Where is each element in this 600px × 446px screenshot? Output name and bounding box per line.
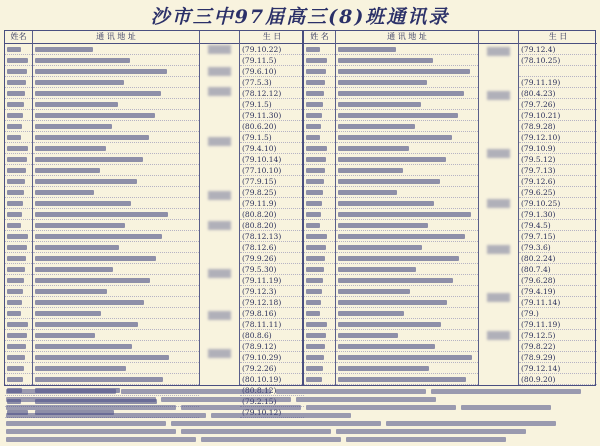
- address-cell: [33, 121, 199, 132]
- birthday-cell: (79.11.9): [240, 198, 304, 209]
- name-cell: [5, 341, 32, 352]
- birthday-cell: (79.12.5): [519, 330, 597, 341]
- birthday-cell: (79.5.12): [519, 154, 597, 165]
- name-cell: [304, 242, 335, 253]
- address-cell: [336, 286, 478, 297]
- name-cell: [304, 77, 335, 88]
- birthday-cell: (79.7.13): [519, 165, 597, 176]
- address-cell: [33, 44, 199, 55]
- birthday-cell: (80.8.20): [240, 209, 304, 220]
- birthday-cell: (79.1.30): [519, 209, 597, 220]
- address-cell: [33, 143, 199, 154]
- address-cell: [336, 99, 478, 110]
- name-cell: [304, 44, 335, 55]
- name-cell: [5, 209, 32, 220]
- name-cell: [5, 165, 32, 176]
- address-cell: [33, 187, 199, 198]
- birthday-cell: (78.11.11): [240, 319, 304, 330]
- name-cell: [304, 143, 335, 154]
- address-cell: [33, 231, 199, 242]
- birthday-cell: (79.10.29): [240, 352, 304, 363]
- address-cell: [336, 231, 478, 242]
- name-cell: [5, 121, 32, 132]
- address-cell: [33, 176, 199, 187]
- birthday-cell: (79.10.22): [240, 44, 304, 55]
- name-cell: [304, 275, 335, 286]
- birthday-cell: (79.11.19): [240, 275, 304, 286]
- address-cell: [33, 374, 199, 385]
- address-cell: [336, 242, 478, 253]
- birth-cells: [519, 44, 597, 385]
- footer-line: [6, 405, 594, 412]
- birthday-cell: (79.7.26): [519, 99, 597, 110]
- birthday-cell: (78.12.12): [240, 88, 304, 99]
- redaction-block: [208, 87, 231, 96]
- name-cell: [304, 121, 335, 132]
- address-cell: [33, 330, 199, 341]
- birthday-cell: (79.1.5): [240, 132, 304, 143]
- birthday-cell: (79.12.4): [519, 44, 597, 55]
- name-cell: [304, 198, 335, 209]
- address-cell: [33, 88, 199, 99]
- address-cell: [336, 275, 478, 286]
- birthday-cell: (79.5.30): [240, 264, 304, 275]
- name-cell: [5, 143, 32, 154]
- address-cell: [336, 55, 478, 66]
- birthday-cell: (80.2.24): [519, 253, 597, 264]
- address-cell: [336, 198, 478, 209]
- name-cell: [5, 253, 32, 264]
- address-cell: [33, 132, 199, 143]
- birthday-cell: (80.6.20): [240, 121, 304, 132]
- birthday-cell: (79.12.3): [240, 286, 304, 297]
- name-cell: [5, 77, 32, 88]
- birthday-cell: [519, 66, 597, 77]
- name-cell: [304, 253, 335, 264]
- birthday-cell: (77.5.3): [240, 77, 304, 88]
- address-cell: [336, 209, 478, 220]
- name-cell: [304, 330, 335, 341]
- redaction-block: [487, 199, 510, 208]
- address-cells: [336, 44, 478, 385]
- name-cell: [5, 330, 32, 341]
- address-cell: [33, 341, 199, 352]
- birthday-cell: (79.1.5): [240, 99, 304, 110]
- address-cell: [336, 363, 478, 374]
- name-cell: [5, 132, 32, 143]
- birthday-cell: (79.10.14): [240, 154, 304, 165]
- name-cell: [5, 55, 32, 66]
- name-cells: [304, 44, 335, 385]
- address-cell: [336, 88, 478, 99]
- name-cell: [304, 220, 335, 231]
- birth-column: [519, 31, 597, 385]
- birthday-cell: (80.8.6): [240, 330, 304, 341]
- address-cell: [33, 99, 199, 110]
- address-cell: [336, 44, 478, 55]
- address-cell: [33, 264, 199, 275]
- name-cell: [5, 110, 32, 121]
- birthday-cell: (79.8.22): [519, 341, 597, 352]
- name-cell: [304, 286, 335, 297]
- footer-notes: [6, 388, 594, 444]
- name-cell: [304, 55, 335, 66]
- name-cell: [304, 99, 335, 110]
- address-cell: [336, 297, 478, 308]
- birthday-cell: (79.12.18): [240, 297, 304, 308]
- birth-header: 生 日: [519, 31, 597, 44]
- address-cell: [336, 187, 478, 198]
- redaction-block: [487, 331, 510, 340]
- birthday-cell: (79.10.25): [519, 198, 597, 209]
- birthday-cell: (79.7.15): [519, 231, 597, 242]
- name-cell: [304, 352, 335, 363]
- address-cell: [33, 77, 199, 88]
- birthday-cell: (79.6.25): [519, 187, 597, 198]
- redaction-block: [487, 47, 510, 56]
- birthday-cell: (79.2.26): [240, 363, 304, 374]
- address-cell: [336, 121, 478, 132]
- name-cell: [5, 88, 32, 99]
- name-header: 姓名: [5, 31, 32, 44]
- address-cell: [336, 319, 478, 330]
- birthday-cell: (79.9.26): [240, 253, 304, 264]
- name-cell: [5, 352, 32, 363]
- address-cell: [33, 275, 199, 286]
- name-cell: [304, 88, 335, 99]
- footer-line: [6, 413, 594, 420]
- name-column: [304, 31, 336, 385]
- name-cell: [304, 110, 335, 121]
- address-cell: [336, 220, 478, 231]
- address-cell: [336, 110, 478, 121]
- birthday-cell: (78.9.28): [519, 121, 597, 132]
- name-cell: [5, 319, 32, 330]
- footer-line: [6, 397, 594, 404]
- name-cell: [5, 286, 32, 297]
- name-column: [5, 31, 33, 385]
- name-cell: [5, 242, 32, 253]
- address-cell: [33, 154, 199, 165]
- roster-table-left: [4, 30, 303, 386]
- address-cell: [33, 209, 199, 220]
- address-cell: [33, 55, 199, 66]
- name-cell: [304, 165, 335, 176]
- name-cell: [304, 363, 335, 374]
- birthday-cell: (79.11.5): [240, 55, 304, 66]
- name-cell: [5, 187, 32, 198]
- birthday-cell: (78.10.25): [519, 55, 597, 66]
- name-cell: [5, 176, 32, 187]
- birth-column: [240, 31, 304, 385]
- name-cell: [304, 176, 335, 187]
- birthday-cell: (79.11.30): [240, 110, 304, 121]
- name-cell: [5, 154, 32, 165]
- name-cell: [304, 297, 335, 308]
- address-cell: [33, 242, 199, 253]
- birth-header: 生 日: [240, 31, 304, 44]
- birthday-cell: (79.10.9): [519, 143, 597, 154]
- birthday-cell: (79.6.10): [240, 66, 304, 77]
- address-cell: [33, 363, 199, 374]
- birthday-cell: (79.12.6): [519, 176, 597, 187]
- redaction-block: [487, 293, 510, 302]
- name-cell: [5, 374, 32, 385]
- masked-column: [200, 31, 240, 385]
- birthday-cell: (79.4.10): [240, 143, 304, 154]
- name-cell: [304, 187, 335, 198]
- birthday-cell: (79.4.5): [519, 220, 597, 231]
- redaction-block: [208, 45, 231, 54]
- address-cell: [33, 308, 199, 319]
- redaction-block: [208, 137, 231, 146]
- name-cell: [5, 275, 32, 286]
- name-cell: [304, 132, 335, 143]
- address-cell: [336, 165, 478, 176]
- name-cell: [5, 363, 32, 374]
- birthday-cell: (79.11.19): [519, 319, 597, 330]
- address-cell: [336, 66, 478, 77]
- masked-header: [200, 31, 239, 44]
- name-cell: [304, 341, 335, 352]
- birthday-cell: (78.12.13): [240, 231, 304, 242]
- address-cell: [33, 286, 199, 297]
- name-cells: [5, 44, 32, 418]
- birth-cells: [240, 44, 304, 418]
- footer-line: [6, 389, 594, 396]
- name-cell: [5, 66, 32, 77]
- roster-table-right: [303, 30, 596, 386]
- address-header: 通 讯 地 址: [33, 31, 199, 44]
- redaction-block: [208, 349, 231, 358]
- redaction-block: [208, 311, 231, 320]
- name-cell: [304, 374, 335, 385]
- address-header: 通 讯 地 址: [336, 31, 478, 44]
- masked-header: [479, 31, 518, 44]
- birthday-cell: (79.8.16): [240, 308, 304, 319]
- address-column: [33, 31, 200, 385]
- name-cell: [304, 264, 335, 275]
- name-cell: [5, 220, 32, 231]
- address-cell: [336, 77, 478, 88]
- redaction-block: [208, 221, 231, 230]
- address-cell: [33, 66, 199, 77]
- name-cell: [5, 44, 32, 55]
- name-cell: [304, 231, 335, 242]
- address-cell: [336, 154, 478, 165]
- footer-line: [6, 429, 594, 436]
- address-cell: [33, 110, 199, 121]
- name-cell: [304, 66, 335, 77]
- name-header: 姓 名: [304, 31, 335, 44]
- address-cell: [336, 374, 478, 385]
- name-cell: [304, 209, 335, 220]
- address-cells: [33, 44, 199, 418]
- address-cell: [336, 143, 478, 154]
- address-cell: [33, 220, 199, 231]
- birthday-cell: (79.12.14): [519, 363, 597, 374]
- birthday-cell: (77.9.15): [240, 176, 304, 187]
- birthday-cell: (79.4.19): [519, 286, 597, 297]
- birthday-cell: (80.9.20): [519, 374, 597, 385]
- address-cell: [336, 132, 478, 143]
- address-cell: [33, 198, 199, 209]
- birthday-cell: (78.9.29): [519, 352, 597, 363]
- name-cell: [5, 264, 32, 275]
- birthday-cell: (79.11.14): [519, 297, 597, 308]
- address-cell: [336, 176, 478, 187]
- birthday-cell: (79.12.10): [519, 132, 597, 143]
- birthday-cell: (79.8.25): [240, 187, 304, 198]
- address-cell: [336, 253, 478, 264]
- address-cell: [336, 352, 478, 363]
- birthday-cell: (79.10.21): [519, 110, 597, 121]
- address-cell: [336, 308, 478, 319]
- name-cell: [5, 198, 32, 209]
- redaction-block: [487, 91, 510, 100]
- masked-column: [479, 31, 519, 385]
- redaction-block: [487, 149, 510, 158]
- redaction-block: [487, 245, 510, 254]
- address-cell: [33, 319, 199, 330]
- name-cell: [304, 308, 335, 319]
- birthday-cell: (80.8.20): [240, 220, 304, 231]
- redaction-block: [208, 269, 231, 278]
- birthday-cell: (78.9.12): [240, 341, 304, 352]
- address-cell: [336, 341, 478, 352]
- birthday-cell: (80.7.4): [519, 264, 597, 275]
- address-cell: [33, 352, 199, 363]
- footer-line: [6, 437, 594, 444]
- redaction-block: [208, 191, 231, 200]
- address-cell: [336, 264, 478, 275]
- birthday-cell: (79.11.19): [519, 77, 597, 88]
- page-title: 沙市三中97届高三(8)班通讯录: [150, 6, 450, 28]
- footer-line: [6, 421, 594, 428]
- birthday-cell: (79.3.6): [519, 242, 597, 253]
- address-cell: [33, 297, 199, 308]
- birthday-cell: (78.12.6): [240, 242, 304, 253]
- birthday-cell: (80.10.19): [240, 374, 304, 385]
- redaction-block: [208, 67, 231, 76]
- name-cell: [304, 154, 335, 165]
- address-cell: [336, 330, 478, 341]
- name-cell: [5, 99, 32, 110]
- name-cell: [5, 297, 32, 308]
- address-cell: [33, 253, 199, 264]
- address-cell: [33, 165, 199, 176]
- name-cell: [5, 231, 32, 242]
- birthday-cell: (77.10.10): [240, 165, 304, 176]
- name-cell: [5, 308, 32, 319]
- address-column: [336, 31, 479, 385]
- birthday-cell: (79.): [519, 308, 597, 319]
- name-cell: [304, 319, 335, 330]
- birthday-cell: (80.4.23): [519, 88, 597, 99]
- birthday-cell: (79.6.28): [519, 275, 597, 286]
